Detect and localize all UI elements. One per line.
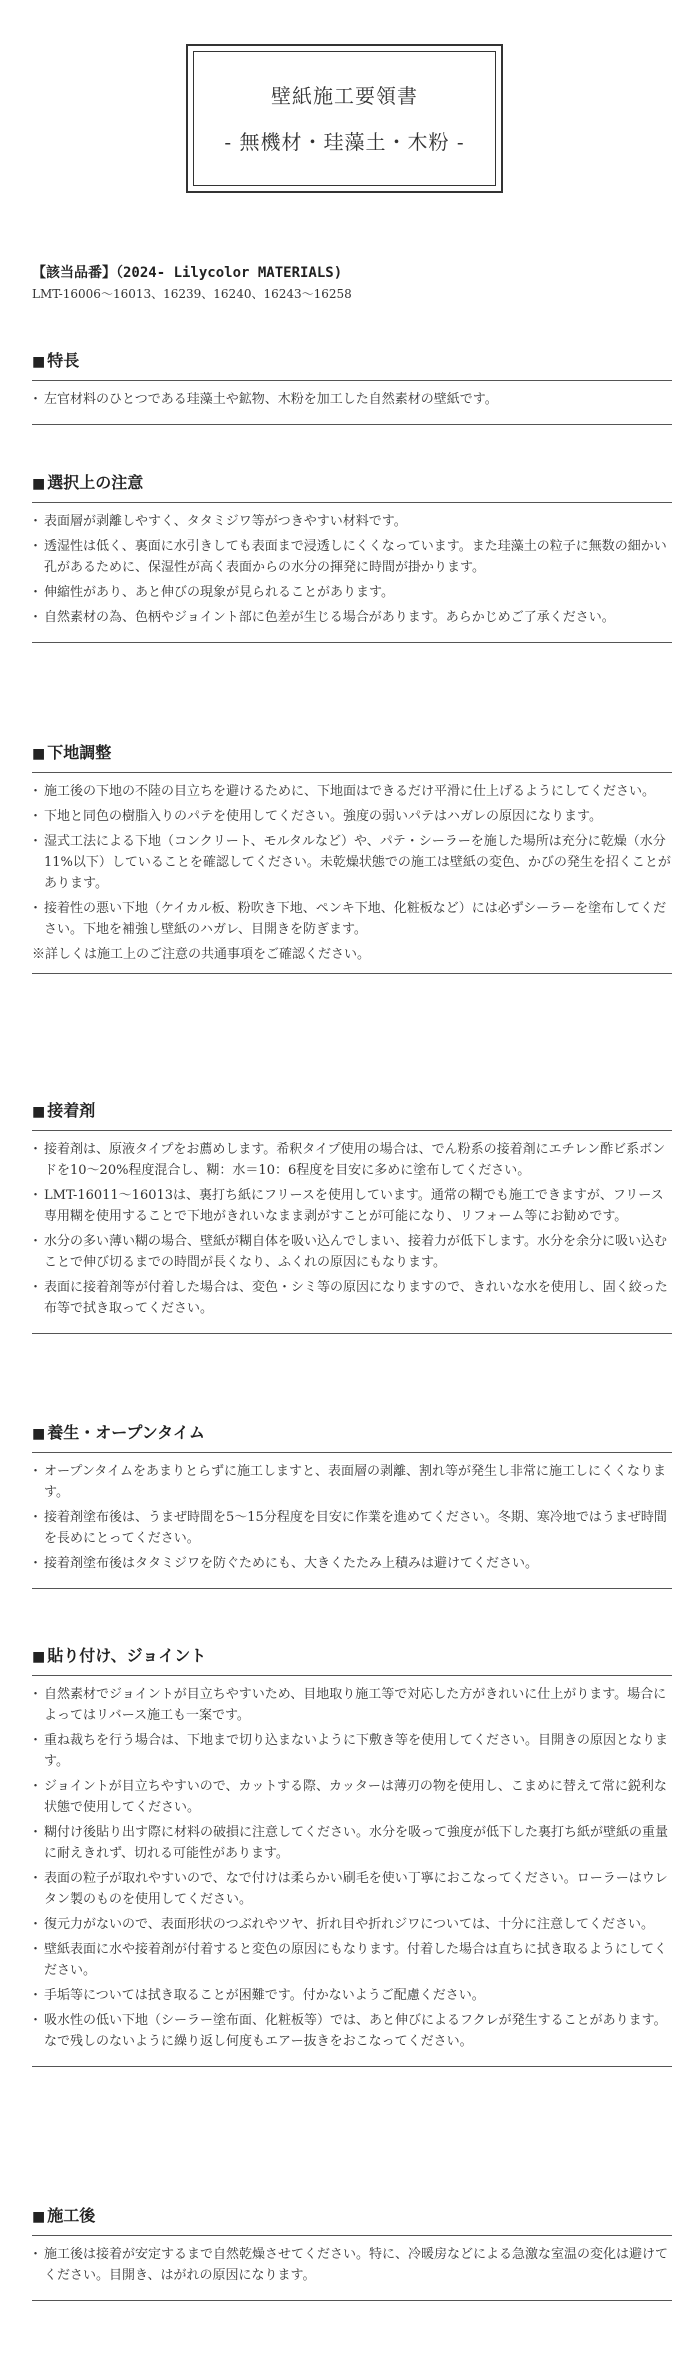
list-item: ・ 接着性の悪い下地（ケイカル板、粉吹き下地、ペンキ下地、化粧板など）には必ずシーラーを塗布してください。下地を補強し壁紙のハガレ、目開きを防ぎます。 <box>32 898 672 940</box>
section-title-text: 貼り付け、ジョイント <box>47 1646 207 1665</box>
list-item: ・ 糊付け後貼り出す際に材料の破損に注意してください。水分を吸って強度が低下した裏打ち紙が壁紙の重量に耐えきれず、切れる可能性があります。 <box>32 1822 672 1864</box>
list-item: ・ 伸縮性があり、あと伸びの現象が見られることがあります。 <box>32 582 672 603</box>
document-title: 壁紙施工要領書 <box>271 84 418 108</box>
list-item: ・ 重ね裁ちを行う場合は、下地まで切り込まないように下敷き等を使用してください。目開きの原因となります。 <box>32 1730 672 1772</box>
product-label: 【該当品番】（2024- Lilycolor MATERIALS) <box>32 265 343 281</box>
list-item: ・ 自然素材の為、色柄やジョイント部に色差が生じる場合があります。あらかじめご了承ください。 <box>32 607 672 628</box>
section-title <box>32 2203 672 2236</box>
section-title <box>32 470 672 503</box>
list-item: ・ 下地と同色の樹脂入りのパテを使用してください。強度の弱いパテはハガレの原因になります。 <box>32 806 672 827</box>
section-adhesive <box>32 1098 672 1334</box>
list-item: ・ 壁紙表面に水や接着剤が付着すると変色の原因にもなります。付着した場合は直ちに拭き取るようにしてください。 <box>32 1939 672 1981</box>
item-list <box>32 1676 672 2067</box>
section-joint <box>32 1643 672 2067</box>
list-item: ・ LMT-16011～16013は、裏打ち紙にフリースを使用しています。通常の糊でも施工できますが、フリース専用糊を使用することで下地がきれいなまま剥がすことが可能になり、リフォーム等にお勧めです。 <box>32 1185 672 1227</box>
list-item: ・ 吸水性の低い下地（シーラー塗布面、化粧板等）では、あと伸びによるフクレが発生することがあります。なで残しのないように繰り返し何度もエアー抜きをおこなってください。 <box>32 2010 672 2052</box>
document-subtitle: - 無機材・珪藻土・木粉 - <box>224 130 465 154</box>
section-substrate <box>32 740 672 980</box>
list-item: ・ 接着剤塗布後は、うまぜ時間を5～15分程度を目安に作業を進めてください。冬期、寒冷地ではうまぜ時間を長めにとってください。 <box>32 1507 672 1549</box>
list-item: ・ 手垢等については拭き取ることが困難です。付かないようご配慮ください。 <box>32 1985 672 2006</box>
list-item: ・ 水分の多い薄い糊の場合、壁紙が糊自体を吸い込んでしまい、接着力が低下します。水分を余分に吸い込むことで伸び切るまでの時間が長くなり、ふくれの原因にもなります。 <box>32 1231 672 1273</box>
substrate-note: ※詳しくは施工上のご注意の共通事項をご確認ください。 <box>32 944 672 974</box>
square-bullet-icon: ■ <box>32 2209 46 2225</box>
list-item: ・ オープンタイムをあまりとらずに施工しますと、表面層の剥離、割れ等が発生し非常に施工しにくくなります。 <box>32 1461 672 1503</box>
list-item: ・ ジョイントが目立ちやすいので、カットする際、カッターは薄刃の物を使用し、こまめに替えて常に鋭利な状態で使用してください。 <box>32 1776 672 1818</box>
item-list <box>32 773 672 940</box>
square-bullet-icon: ■ <box>32 1426 46 1442</box>
list-item: ・ 接着剤塗布後はタタミジワを防ぐためにも、大きくたたみ上積みは避けてください。 <box>32 1553 672 1574</box>
section-title-text: 選択上の注意 <box>47 473 144 492</box>
list-item: ・ 表面の粒子が取れやすいので、なで付けは柔らかい刷毛を使い丁寧におこなってください。ローラーはウレタン製のものを使用してください。 <box>32 1868 672 1910</box>
list-item: ・ 接着剤は、原液タイプをお薦めします。希釈タイプ使用の場合は、でん粉系の接着剤にエチレン酢ビ系ボンドを10～20%程度混合し、糊：水＝10：6程度を目安に多めに塗布してください。 <box>32 1139 672 1181</box>
section-after <box>32 2203 672 2301</box>
square-bullet-icon: ■ <box>32 746 46 762</box>
section-title <box>32 1643 672 1676</box>
section-title-text: 下地調整 <box>47 743 112 762</box>
item-list <box>32 1453 672 1589</box>
list-item: ・ 表面に接着剤等が付着した場合は、変色・シミ等の原因になりますので、きれいな水を使用し、固く絞った布等で拭き取ってください。 <box>32 1277 672 1319</box>
list-item: ・ 施工後は接着が安定するまで自然乾燥させてください。特に、冷暖房などによる急激な室温の変化は避けてください。目開き、はがれの原因になります。 <box>32 2244 672 2286</box>
list-item: ・ 表面層が剥離しやすく、タタミジワ等がつきやすい材料です。 <box>32 511 672 532</box>
section-title <box>32 348 672 381</box>
section-title-text: 接着剤 <box>47 1101 96 1120</box>
product-codes: LMT-16006～16013、16239、16240、16243～16258 <box>32 287 352 301</box>
section-title-text: 施工後 <box>47 2206 96 2225</box>
document-title-box <box>186 44 503 193</box>
list-item: ・ 自然素材でジョイントが目立ちやすいため、目地取り施工等で対応した方がきれいに仕上がります。場合によってはリバース施工も一案です。 <box>32 1684 672 1726</box>
item-list <box>32 1131 672 1334</box>
square-bullet-icon: ■ <box>32 354 46 370</box>
item-list <box>32 503 672 643</box>
section-title <box>32 1098 672 1131</box>
section-title <box>32 1420 672 1453</box>
section-selection <box>32 470 672 643</box>
list-item: ・ 左官材料のひとつである珪藻土や鉱物、木粉を加工した自然素材の壁紙です。 <box>32 389 672 410</box>
section-title-text: 特長 <box>47 351 80 370</box>
list-item: ・ 透湿性は低く、裏面に水引きしても表面まで浸透しにくくなっています。また珪藻土の粒子に無数の細かい孔があるために、保湿性が高く表面からの水分の揮発に時間が掛かります。 <box>32 536 672 578</box>
section-title-text: 養生・オープンタイム <box>47 1423 205 1442</box>
square-bullet-icon: ■ <box>32 476 46 492</box>
square-bullet-icon: ■ <box>32 1104 46 1120</box>
product-info <box>32 262 672 302</box>
section-features <box>32 348 672 425</box>
item-list <box>32 381 672 425</box>
square-bullet-icon: ■ <box>32 1649 46 1665</box>
list-item: ・ 施工後の下地の不陸の目立ちを避けるために、下地面はできるだけ平滑に仕上げるようにしてください。 <box>32 781 672 802</box>
item-list <box>32 2236 672 2301</box>
section-title <box>32 740 672 773</box>
section-curing <box>32 1420 672 1589</box>
list-item: ・ 復元力がないので、表面形状のつぶれやツヤ、折れ目や折れジワについては、十分に注意してください。 <box>32 1914 672 1935</box>
list-item: ・ 湿式工法による下地（コンクリート、モルタルなど）や、パテ・シーラーを施した場所は充分に乾燥（水分 11%以下）していることを確認してください。未乾燥状態での施工は壁紙の変色、かびの発生を招くことがあります。 <box>32 831 672 894</box>
